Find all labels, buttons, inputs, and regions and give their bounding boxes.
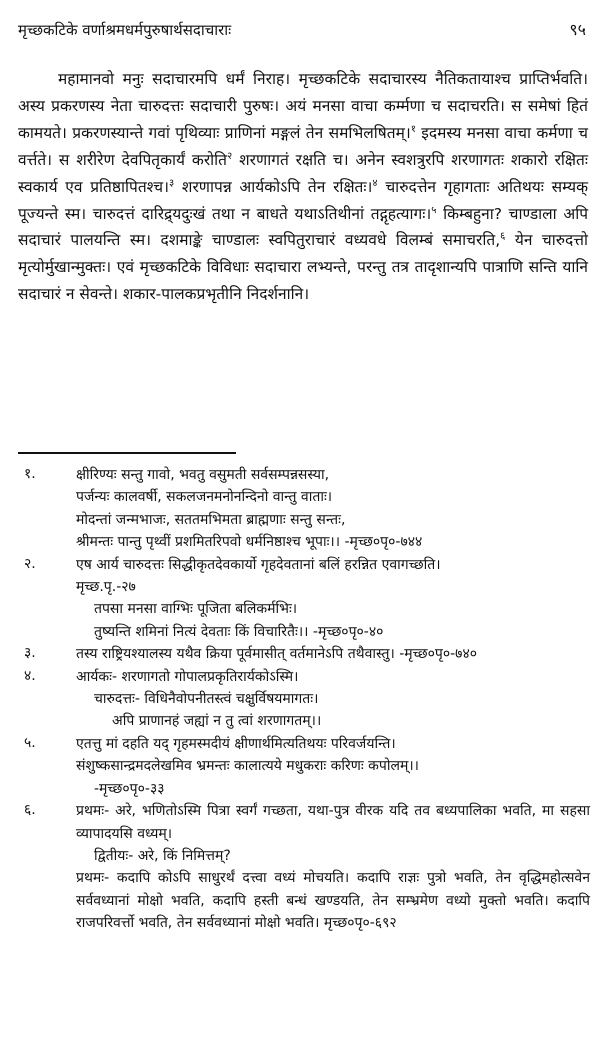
- body-text: शरणापन्न आर्यकोऽपि तेन रक्षितः।: [174, 177, 373, 196]
- footnote-number: ३.: [24, 645, 36, 662]
- verse-line: तपसा मनसा वाग्भिः पूजिता बलिकर्मभिः।: [94, 601, 298, 618]
- body-text: महामानवो मनुः सदाचारमपि धर्मं निराह। मृच्छकटिके सदाचारस्य नैतिकतायाश्च प्राप्तिर्भवति। अस्य प्रकरणस्य नेता चारुदत्तः सदाचारी पुरुषः। अयं मनसा वाचा कर्म्मणा च सदाचरति। स समेषां हितं कामयते। प्रकरणस्यान्ते गवां पृथिव्याः प्राणिनां मङ्गलं तेन समभिलषितम्।: [18, 70, 588, 142]
- body-text: इदमस्य मनसा वाचा कर्मणा च वर्त्तते। स शरीरेण देवपितृकार्यं करोति: [18, 123, 588, 169]
- footnote-number: ६.: [24, 802, 36, 819]
- footnote-4: [18, 666, 590, 733]
- dialogue-line: प्रथमः- अरे, भणितोऽस्मि पित्रा स्वर्गं गच्छता, यथा-पुत्र वीरक यदि तव बध्यपालिका भवति, मा सहसा व्यापादयसि वध्यम्।: [76, 803, 590, 842]
- footnote-2: [18, 554, 590, 644]
- verse-line: तुष्यन्ति शमिनां नित्यं देवताः किं विचारितैः।। -मृच्छ०पृ०-४०: [94, 623, 384, 640]
- body-text: येन चारुदत्तो मृत्योर्मुखान्मुक्तः। एवं मृच्छकटिके विविधाः सदाचारा लभ्यन्ते, परन्तु तत्र तादृशान्यपि पात्राणि सन्ति यानि सदाचारं न सेवन्ते। शकार-पालकप्रभृतीनि निदर्शनानि।: [18, 231, 589, 304]
- footnote-number: ५.: [24, 734, 36, 751]
- body-text: किम्बहुना? चाण्डाला अपि सदाचारं पालयन्ति स्म। दशमाङ्के चाण्डालः स्वपितुराचारं वध्यवधे विलम्बं समाचरति,: [18, 204, 589, 250]
- citation: -मृच्छ०पृ०-३३: [94, 780, 165, 797]
- footnote-number: ४.: [24, 667, 36, 684]
- dialogue-line: द्वितीयः- अरे, किं निमित्तम्?: [94, 847, 231, 864]
- footnote-marker: १: [410, 123, 416, 135]
- footnote-number: २.: [24, 555, 36, 572]
- page-number: ९५: [569, 20, 586, 39]
- footnote-number: १.: [24, 466, 36, 482]
- citation: मृच्छ.पृ.-२७: [76, 579, 136, 596]
- verse-line: एतत्तु मां दहति यद् गृहमस्मदीयं क्षीणार्थमित्यतिथयः परिवर्जयन्ति।: [76, 735, 396, 752]
- dialogue-line: प्रथमः- कदापि कोऽपि साधुरर्थं दत्त्वा वध्यं मोचयति। कदापि राज्ञः पुत्रो भवति, तेन वृद्धिमहोत्सवेन सर्ववध्यानां मोक्षो भवति, कदापि हस्ती बन्धं खण्डयति, तेन सम्भ्रमेण वध्यो मुक्तो भवति। कदापि राजपरिवर्त्तो भवति, तेन सर्ववध्यानां मोक्षो भवति। मृच्छ०पृ०-६९२: [76, 870, 590, 932]
- footnote-marker: ६: [500, 231, 506, 243]
- running-header: [18, 18, 586, 42]
- verse-line: मोदन्तां जन्मभाजः, सततमभिमता ब्राह्मणाः सन्तु सन्तः,: [76, 511, 346, 528]
- footnote-6: [18, 800, 590, 934]
- dialogue-line: चारुदत्तः- विधिनैवोपनीतस्त्वं चक्षुर्विषयमागतः।: [94, 691, 319, 708]
- verse-line: श्रीमन्तः पान्तु पृथ्वीं प्रशमितरिपवो धर्मनिष्ठाश्च भूपाः।। -मृच्छ०पृ०-७४४: [76, 534, 423, 551]
- footnote-marker: ३: [168, 177, 175, 189]
- verse-line: क्षीरिण्यः सन्तु गावो, भवतु वसुमती सर्वसम्पन्नसस्या,: [76, 467, 330, 483]
- running-title: मृच्छकटिके वर्णाश्रमधर्मपुरुषार्थसदाचाराः: [18, 21, 232, 39]
- footnote-line: तस्य राष्ट्रियश्यालस्य यथैव क्रिया पूर्वमासीत् वर्तमानेऽपि तथैवास्तु। -मृच्छ०पृ०-७४०: [76, 646, 478, 663]
- body-text: शरणागतं रक्षति च। अनेन स्वशत्रुरपि शरणागतः शकारो रक्षितः स्वकार्य एव प्रतिष्ठापितश्च।: [18, 150, 588, 196]
- footnote-line: एष आर्य चारुदत्तः सिद्धीकृतदेवकार्यो गृहदेवतानां बलिं हरन्नित एवागच्छति।: [76, 556, 441, 573]
- body-text: चारुदत्तेन गृहागताः अतिथयः सम्यक् पूज्यन्ते स्म। चारुदत्तं दारिद्र्यदुःखं तथा न बाधते यथाऽतिथीनां तद्गृहत्यागः।: [18, 177, 588, 223]
- footnote-marker: २: [227, 150, 233, 162]
- verse-line: पर्जन्यः कालवर्षी, सकलजनमनोनन्दिनो वान्तु वाताः।: [76, 489, 333, 506]
- footnotes: [18, 464, 590, 935]
- verse-line: संशुष्कसान्द्रमदलेखमिव भ्रमन्तः कालात्यये मधुकराः करिणः कपोलम्।।: [76, 758, 419, 775]
- footnote-separator: [18, 452, 236, 454]
- footnote-marker: ४: [372, 177, 378, 189]
- body-paragraph: [18, 66, 588, 308]
- dialogue-line: आर्यकः- शरणागतो गोपालप्रकृतिरार्यकोऽस्मि।: [76, 668, 299, 685]
- verse-line: अपि प्राणानहं जह्यां न तु त्वां शरणागतम्।।: [112, 713, 322, 730]
- footnote-3: [18, 643, 590, 665]
- footnote-marker: ५: [431, 204, 437, 216]
- footnote-5: [18, 733, 590, 800]
- footnote-1: [18, 464, 590, 554]
